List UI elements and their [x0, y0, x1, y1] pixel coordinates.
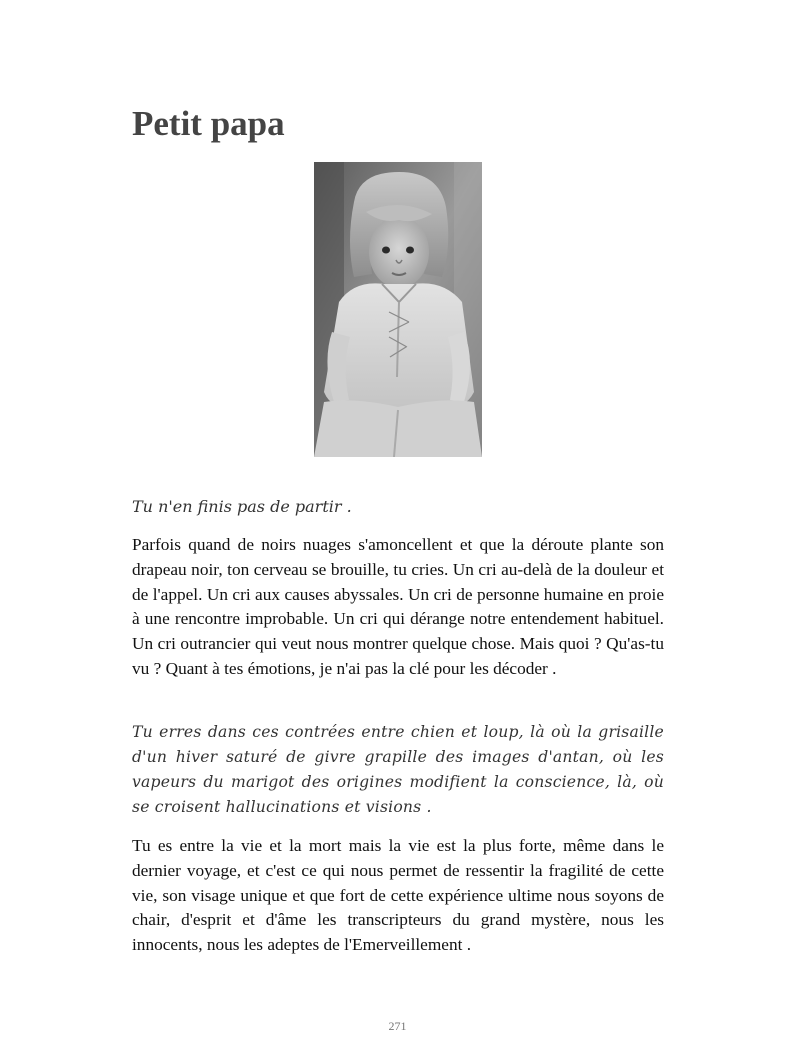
middle-italic-paragraph: Tu erres dans ces contrées entre chien et loup, là où la grisaille d'un hiver saturé de givre grapille des images d'antan, où les vapeurs du marigot des origines modifient la conscience, là, où se croisent hallucinations et visions .	[132, 723, 664, 816]
child-portrait-photo	[314, 162, 482, 457]
body-paragraph-one: Parfois quand de noirs nuages s'amoncellent et que la déroute plante son drapeau noir, ton cerveau se brouille, tu cries. Un cri au-delà de la douleur et de l'appel. Un cri aux causes abyssales. Un cri de personne humaine en proie à une rencontre improbable. Un cri qui dérange notre entendement habituel. Un cri outrancier qui veut nous montrer quelque chose. Mais quoi ? Qu'as-tu vu ? Quant à tes émotions, je n'ai pas la clé pour les décoder .	[132, 535, 664, 678]
portrait-illustration	[314, 162, 482, 457]
page-title: Petit papa	[132, 104, 285, 143]
body-paragraph-two: Tu es entre la vie et la mort mais la vie est la plus forte, même dans le dernier voyage, et c'est ce qui nous permet de ressentir la fragilité de cette vie, son visage unique et que fort de cette expérience ultime nous soyons de chair, d'esprit et d'âme les transcripteurs du grand mystère, nous les innocents, nous les adeptes de l'Emerveillement .	[132, 836, 664, 955]
page-number: 271	[388, 1019, 407, 1033]
intro-italic-paragraph: Tu n'en finis pas de partir .	[132, 497, 352, 516]
